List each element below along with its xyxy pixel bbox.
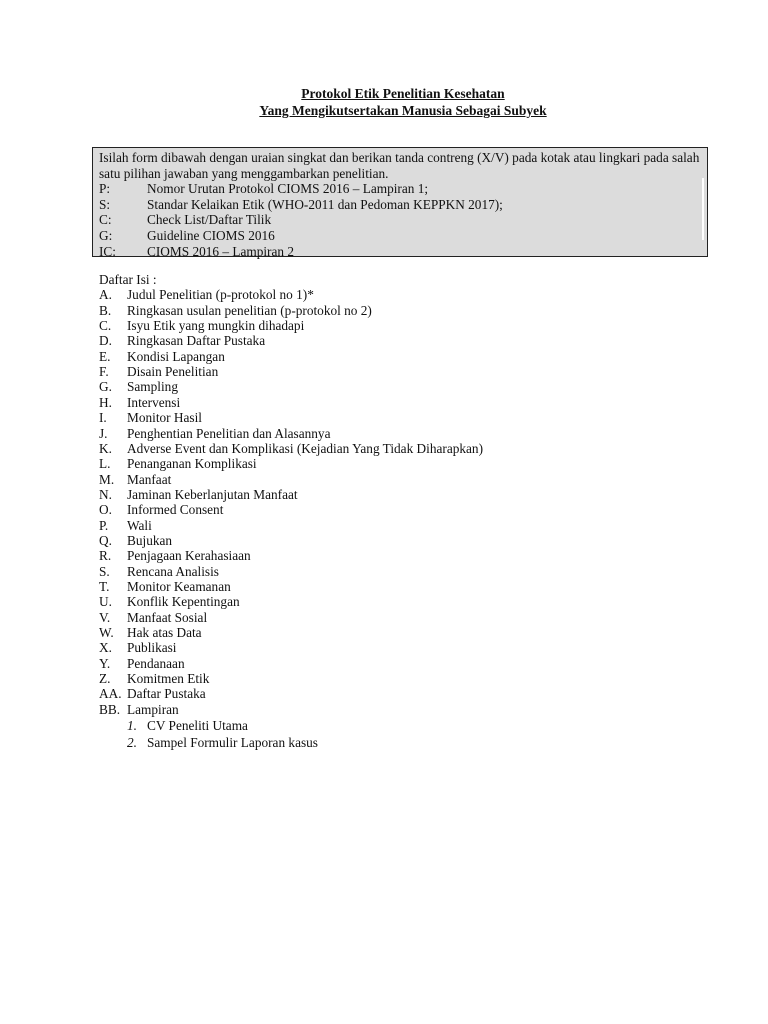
toc-subitem-key: 2. xyxy=(127,735,137,751)
abbreviation-item-label: Guideline CIOMS 2016 xyxy=(147,227,275,243)
toc-item xyxy=(99,640,699,655)
toc-item-key: E. xyxy=(99,348,111,364)
toc-subitem-label: Sampel Formulir Laporan kasus xyxy=(147,735,318,751)
toc-item-key: V. xyxy=(99,609,111,625)
toc-item xyxy=(99,548,699,563)
toc-list xyxy=(99,287,699,717)
toc-item-key: W. xyxy=(99,624,114,640)
toc-item xyxy=(99,333,699,348)
abbreviation-item-label: Standar Kelaikan Etik (WHO-2011 dan Pedoman KEPPKN 2017); xyxy=(147,196,503,212)
toc-item-key: O. xyxy=(99,502,112,518)
toc-item-key: R. xyxy=(99,548,112,564)
toc-item-key: T. xyxy=(99,578,110,594)
abbreviation-item xyxy=(99,228,701,244)
abbreviation-item xyxy=(99,244,701,260)
toc-item-key: AA. xyxy=(99,686,122,702)
toc-item-label: Disain Penelitian xyxy=(127,364,219,380)
toc-item-label: Intervensi xyxy=(127,394,181,410)
toc-subitem-key: 1. xyxy=(127,718,137,734)
toc-item xyxy=(99,364,699,379)
toc-item-key: S. xyxy=(99,563,110,579)
toc-item-key: Z. xyxy=(99,671,111,686)
document-title xyxy=(0,85,768,119)
toc-item xyxy=(99,686,699,701)
toc-item-key: J. xyxy=(99,425,108,441)
toc-item-key: H. xyxy=(99,394,112,410)
toc-item-key: K. xyxy=(99,440,112,456)
toc-item-label: Monitor Hasil xyxy=(127,410,202,426)
toc-item-label: Pendanaan xyxy=(127,655,185,671)
toc-item xyxy=(99,410,699,425)
toc-item-key: D. xyxy=(99,333,112,349)
abbreviation-item-key: IC: xyxy=(99,243,116,259)
toc-item xyxy=(99,579,699,594)
toc-item-label: Lampiran xyxy=(127,701,179,717)
toc-subitem-label: CV Peneliti Utama xyxy=(147,718,248,734)
toc-item xyxy=(99,487,699,502)
toc-item xyxy=(99,656,699,671)
table-of-contents xyxy=(99,272,699,751)
toc-item xyxy=(99,625,699,640)
toc-item-key: C. xyxy=(99,318,112,334)
toc-item xyxy=(99,564,699,579)
abbreviation-item xyxy=(99,181,701,197)
toc-item xyxy=(99,702,699,717)
toc-item-label: Penjagaan Kerahasiaan xyxy=(127,548,251,564)
toc-item-label: Isyu Etik yang mungkin dihadapi xyxy=(127,318,305,334)
toc-subitem xyxy=(99,717,699,734)
toc-item xyxy=(99,594,699,609)
toc-item-key: I. xyxy=(99,410,107,426)
toc-item xyxy=(99,426,699,441)
abbreviation-item xyxy=(99,197,701,213)
toc-heading: Daftar Isi : xyxy=(99,272,157,287)
toc-item-key: P. xyxy=(99,517,109,533)
toc-item-label: Rencana Analisis xyxy=(127,563,219,579)
toc-item xyxy=(99,610,699,625)
toc-item xyxy=(99,318,699,333)
toc-item xyxy=(99,287,699,302)
toc-item-key: N. xyxy=(99,486,112,502)
title-line-1: Protokol Etik Penelitian Kesehatan xyxy=(301,86,505,101)
toc-subitem xyxy=(99,734,699,751)
toc-item-key: M. xyxy=(99,471,115,487)
toc-item-key: Y. xyxy=(99,655,111,671)
toc-item-key: X. xyxy=(99,640,112,656)
toc-item-label: Daftar Pustaka xyxy=(127,686,206,702)
toc-item-label: Jaminan Keberlanjutan Manfaat xyxy=(127,486,298,502)
toc-item-label: Kondisi Lapangan xyxy=(127,348,225,364)
toc-item xyxy=(99,303,699,318)
toc-item-label: Manfaat xyxy=(127,471,172,487)
toc-item-label: Ringkasan Daftar Pustaka xyxy=(127,333,266,349)
toc-item xyxy=(99,518,699,533)
toc-item-label: Komitmen Etik xyxy=(127,671,210,686)
abbreviation-item-key: P: xyxy=(99,181,111,197)
toc-item xyxy=(99,671,699,686)
toc-item-key: G. xyxy=(99,379,112,395)
abbreviation-item-label: Nomor Urutan Protokol CIOMS 2016 – Lampiran 1; xyxy=(147,181,429,197)
toc-item-key: BB. xyxy=(99,701,121,717)
instruction-text: Isilah form dibawah dengan uraian singkat dan berikan tanda contreng (X/V) pada kotak atau lingkari pada salah satu pilihan jawaban yang menggambarkan penelitian. xyxy=(99,150,700,181)
toc-item xyxy=(99,441,699,456)
toc-item-key: A. xyxy=(99,287,112,303)
abbreviation-item xyxy=(99,212,701,228)
toc-item-label: Sampling xyxy=(127,379,178,395)
instruction-box xyxy=(92,147,708,257)
box-scrollbar xyxy=(702,178,704,240)
abbreviation-item-label: CIOMS 2016 – Lampiran 2 xyxy=(147,243,294,259)
toc-item-key: U. xyxy=(99,594,112,610)
toc-item-label: Penanganan Komplikasi xyxy=(127,456,257,472)
toc-item-label: Ringkasan usulan penelitian (p-protokol no 2) xyxy=(127,302,372,318)
toc-item-label: Monitor Keamanan xyxy=(127,578,231,594)
toc-item-key: Q. xyxy=(99,532,112,548)
toc-item xyxy=(99,349,699,364)
abbreviation-list xyxy=(99,181,701,259)
toc-item-label: Manfaat Sosial xyxy=(127,609,208,625)
toc-item-label: Informed Consent xyxy=(127,502,224,518)
abbreviation-item-key: S: xyxy=(99,196,111,212)
toc-item xyxy=(99,472,699,487)
toc-item-label: Judul Penelitian (p-protokol no 1)* xyxy=(127,287,314,303)
title-line-2: Yang Mengikutsertakan Manusia Sebagai Subyek xyxy=(259,103,547,118)
toc-item-label: Konflik Kepentingan xyxy=(127,594,240,610)
toc-item-key: B. xyxy=(99,302,112,318)
abbreviation-item-key: C: xyxy=(99,212,112,228)
toc-item xyxy=(99,533,699,548)
toc-item xyxy=(99,456,699,471)
toc-item-label: Bujukan xyxy=(127,532,173,548)
toc-item xyxy=(99,395,699,410)
toc-item xyxy=(99,379,699,394)
toc-item-label: Publikasi xyxy=(127,640,177,656)
abbreviation-item-label: Check List/Daftar Tilik xyxy=(147,212,272,228)
toc-item-label: Penghentian Penelitian dan Alasannya xyxy=(127,425,331,441)
toc-item-label: Hak atas Data xyxy=(127,624,202,640)
toc-sublist xyxy=(99,717,699,751)
toc-item-key: F. xyxy=(99,364,109,380)
toc-item-key: L. xyxy=(99,456,111,472)
toc-item-label: Wali xyxy=(127,517,152,533)
toc-item-label: Adverse Event dan Komplikasi (Kejadian Yang Tidak Diharapkan) xyxy=(127,440,483,456)
abbreviation-item-key: G: xyxy=(99,227,113,243)
toc-item xyxy=(99,502,699,517)
